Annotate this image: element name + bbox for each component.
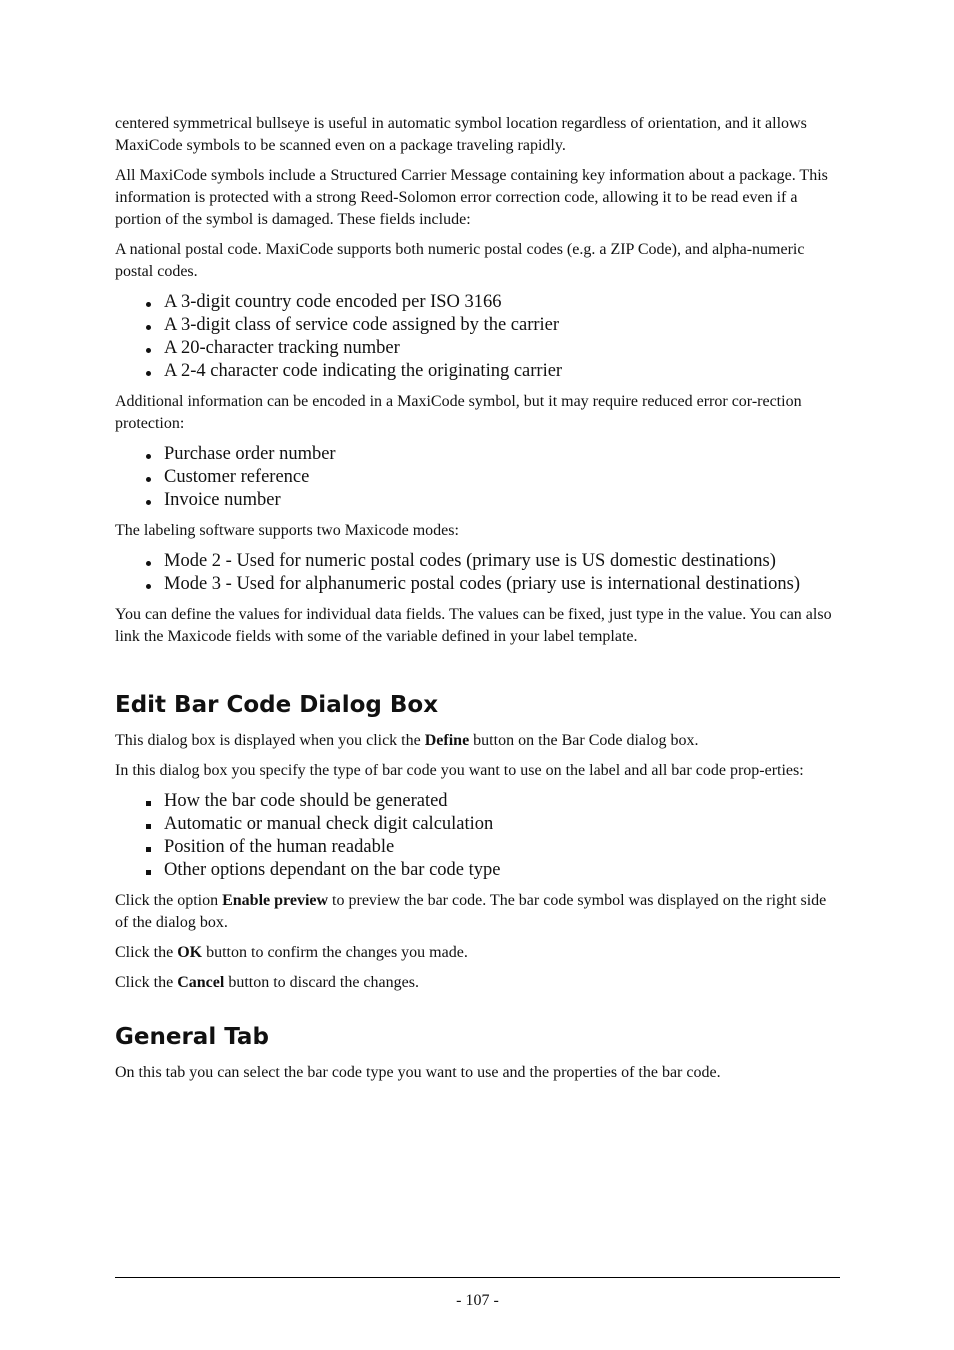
list-item: Invoice number (164, 489, 840, 512)
list-item: A 2-4 character code indicating the originating carrier (164, 360, 840, 383)
edit-paragraph-define: This dialog box is displayed when you click the Define button on the Bar Code dialog box. (115, 732, 699, 749)
list-item: Position of the human readable (164, 836, 840, 859)
carrier-fields-list (115, 291, 840, 383)
list-item: A 3-digit class of service code assigned by the carrier (164, 314, 840, 337)
document-body (115, 113, 840, 1092)
enable-preview-term: Enable preview (222, 892, 329, 909)
list-item: A 3-digit country code encoded per ISO 3166 (164, 291, 840, 314)
edit-paragraph-cancel: Click the Cancel button to discard the changes. (115, 974, 419, 991)
list-item: Automatic or manual check digit calculation (164, 813, 840, 836)
list-item: Other options dependant on the bar code type (164, 859, 840, 882)
list-item: A 20-character tracking number (164, 337, 840, 360)
intro-paragraph-bullseye: centered symmetrical bullseye is useful in automatic symbol location regardless of orientation, and it allows MaxiCode symbols to be scanned even on a package traveling rapidly. (115, 115, 807, 154)
heading-edit-bar-code-dialog: Edit Bar Code Dialog Box (115, 692, 439, 718)
edit-paragraph-ok: Click the OK button to confirm the changes you made. (115, 944, 468, 961)
list-item: How the bar code should be generated (164, 790, 840, 813)
intro-paragraph-modes: The labeling software supports two Maxicode modes: (115, 522, 459, 539)
footer-divider (115, 1277, 840, 1278)
list-item: Mode 2 - Used for numeric postal codes (primary use is US domestic destinations) (164, 550, 840, 573)
cancel-term: Cancel (177, 974, 225, 991)
additional-info-list (115, 443, 840, 512)
list-item: Customer reference (164, 466, 840, 489)
maxicode-modes-list (115, 550, 840, 596)
intro-paragraph-define-values: You can define the values for individual data fields. The values can be fixed, just type in the value. You can also link the Maxicode fields with some of the variable defined in your label template. (115, 606, 832, 645)
edit-paragraph-properties: In this dialog box you specify the type of bar code you want to use on the label and all bar code prop-erties: (115, 762, 804, 779)
page-number: - 107 - (456, 1292, 499, 1309)
intro-paragraph-additional: Additional information can be encoded in a MaxiCode symbol, but it may require reduced error cor-rection protection: (115, 393, 802, 432)
list-item: Mode 3 - Used for alphanumeric postal codes (priary use is international destinations) (164, 573, 840, 596)
define-term: Define (424, 732, 470, 749)
ok-term: OK (177, 944, 203, 961)
intro-paragraph-postal-code: A national postal code. MaxiCode supports both numeric postal codes (e.g. a ZIP Code), and alpha-numeric postal codes. (115, 241, 805, 280)
intro-paragraph-carrier-message: All MaxiCode symbols include a Structured Carrier Message containing key information about a package. This information is protected with a strong Reed-Solomon error correction code, allowing it to be read even if a portion of the symbol is damaged. These fields include: (115, 167, 828, 228)
bar-code-properties-list (115, 790, 840, 882)
heading-general-tab: General Tab (115, 1024, 269, 1050)
edit-paragraph-preview: Click the option Enable preview to preview the bar code. The bar code symbol was displayed on the right side of the dialog box. (115, 892, 827, 931)
general-paragraph: On this tab you can select the bar code type you want to use and the properties of the bar code. (115, 1064, 721, 1081)
list-item: Purchase order number (164, 443, 840, 466)
